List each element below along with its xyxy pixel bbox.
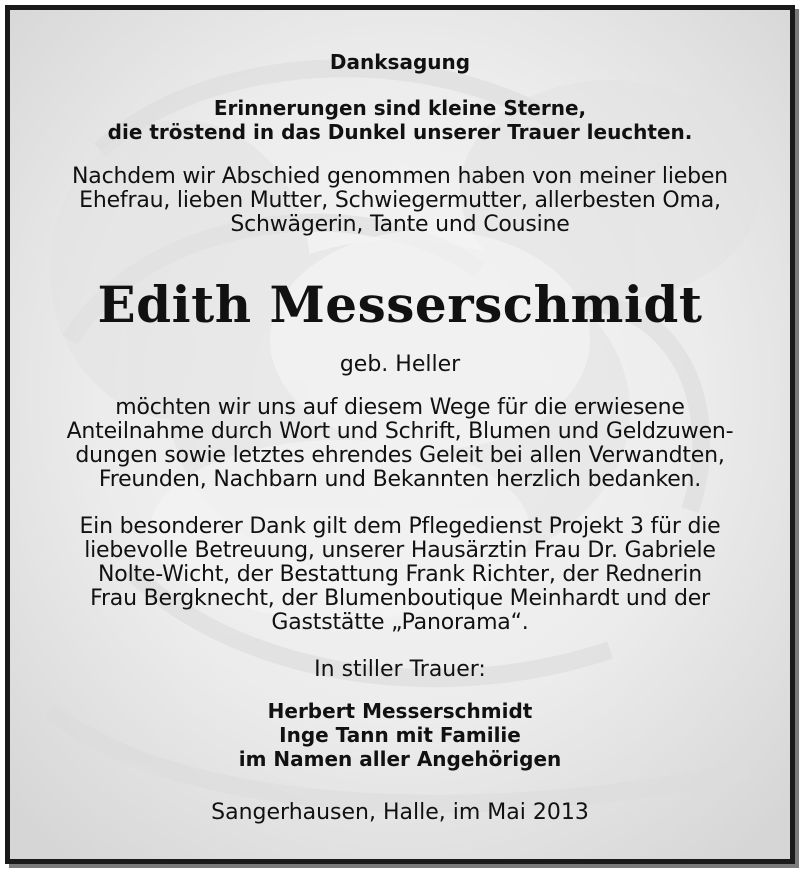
mourner-name: Inge Tann mit Familie [279,723,521,747]
special-thanks-paragraph [30,515,770,635]
intro-line: Schwägerin, Tante und Cousine [230,212,570,237]
intro-line: Nachdem wir Abschied genommen haben von meiner lieben [72,164,728,189]
thanks-paragraph [30,396,770,492]
deceased-name: Edith Messerschmidt [97,275,703,334]
place-and-date: Sangerhausen, Halle, im Mai 2013 [211,800,589,825]
special-thanks-line: Gaststätte „Panorama“. [271,610,529,635]
mourners-list [10,699,790,771]
obituary-notice [5,5,795,864]
motto [10,96,790,144]
intro-line: Ehefrau, lieben Mutter, Schwiegermutter, allerbesten Oma, [79,188,721,213]
mourner-name: Herbert Messerschmidt [267,699,533,723]
thanks-line: dungen sowie letztes ehrendes Geleit bei allen Verwandten, [75,443,725,468]
mourning-line: In stiller Trauer: [314,657,486,682]
motto-line: die tröstend in das Dunkel unserer Trauer leuchten. [107,120,693,144]
thanks-line: Freunden, Nachbarn und Bekannten herzlich bedanken. [98,467,702,492]
special-thanks-line: liebevolle Betreuung, unserer Hausärztin Frau Dr. Gabriele [84,538,716,563]
intro-paragraph [30,165,770,237]
thanks-line: möchten wir uns auf diesem Wege für die erwiesene [115,395,685,420]
special-thanks-line: Frau Bergknecht, der Blumenboutique Meinhardt und der [90,586,710,611]
thanks-line: Anteilnahme durch Wort und Schrift, Blumen und Geldzuwen- [66,419,734,444]
special-thanks-line: Ein besonderer Dank gilt dem Pflegedienst Projekt 3 für die [79,514,721,539]
birth-name: geb. Heller [339,352,461,377]
notice-heading: Danksagung [329,50,471,74]
special-thanks-line: Nolte-Wicht, der Bestattung Frank Richter, der Rednerin [98,562,702,587]
motto-line: Erinnerungen sind kleine Sterne, [213,96,587,120]
mourner-name: im Namen aller Angehörigen [238,747,562,771]
